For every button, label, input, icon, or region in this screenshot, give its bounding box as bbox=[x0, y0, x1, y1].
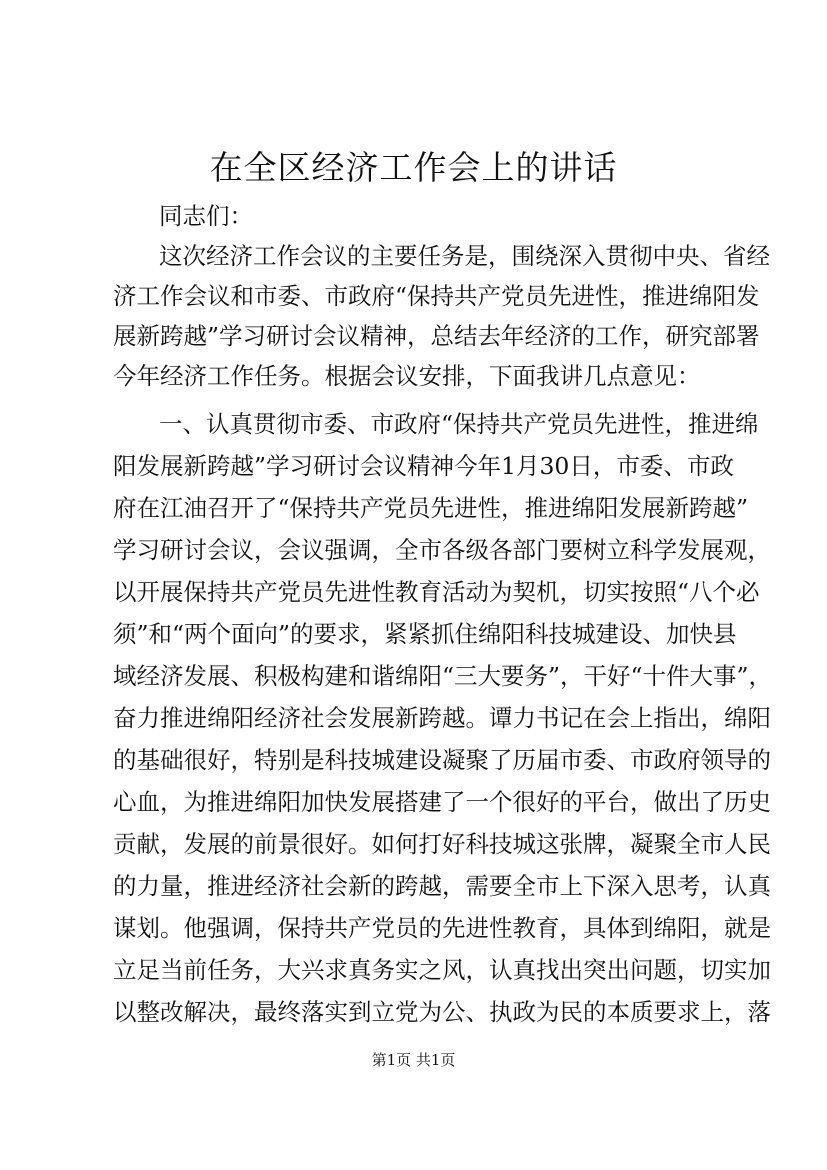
body-line: 奋力推进绵阳经济社会发展新跨越。谭力书记在会上指出，绵阳 bbox=[113, 704, 771, 732]
body-line: 域经济发展、积极构建和谐绵阳“三大要务”，干好“十件大事”， bbox=[113, 662, 773, 690]
page-footer: 第1页 共1页 bbox=[371, 1051, 456, 1069]
body-line: 一、认真贯彻市委、市政府“保持共产党员先进性，推进绵 bbox=[159, 410, 759, 438]
body-line: 今年经济工作任务。根据会议安排，下面我讲几点意见： bbox=[113, 362, 701, 390]
body-line: 立足当前任务，大兴求真务实之风，认真找出突出问题，切实加 bbox=[113, 956, 771, 984]
body-line: 心血，为推进绵阳加快发展搭建了一个很好的平台，做出了历史 bbox=[113, 788, 771, 816]
salutation-line: 同志们： bbox=[159, 202, 253, 230]
body-line: 谋划。他强调，保持共产党员的先进性教育，具体到绵阳，就是 bbox=[113, 914, 771, 942]
body-line: 展新跨越”学习研讨会议精神，总结去年经济的工作，研究部署 bbox=[113, 322, 760, 350]
body-line: 贡献，发展的前景很好。如何打好科技城这张牌，凝聚全市人民 bbox=[113, 830, 771, 858]
body-line: 阳发展新跨越”学习研讨会议精神今年1月30日，市委、市政 bbox=[113, 452, 734, 480]
body-line: 这次经济工作会议的主要任务是，围绕深入贯彻中央、省经 bbox=[159, 242, 770, 270]
body-line: 的基础很好，特别是科技城建设凝聚了历届市委、市政府领导的 bbox=[113, 746, 771, 774]
body-line: 府在江油召开了“保持共产党员先进性，推进绵阳发展新跨越” bbox=[113, 494, 749, 522]
page-title: 在全区经济工作会上的讲话 bbox=[209, 148, 618, 187]
body-line: 的力量，推进经济社会新的跨越，需要全市上下深入思考，认真 bbox=[113, 872, 771, 900]
body-line: 以开展保持共产党员先进性教育活动为契机，切实按照“八个必 bbox=[113, 578, 760, 606]
body-line: 济工作会议和市委、市政府“保持共产党员先进性，推进绵阳发 bbox=[113, 282, 760, 310]
body-line: 学习研讨会议，会议强调，全市各级各部门要树立科学发展观， bbox=[113, 536, 771, 564]
body-line: 须”和“两个面向”的要求，紧紧抓住绵阳科技城建设、加快县 bbox=[113, 620, 737, 648]
body-line: 以整改解决，最终落实到立党为公、执政为民的本质要求上，落 bbox=[113, 998, 771, 1026]
